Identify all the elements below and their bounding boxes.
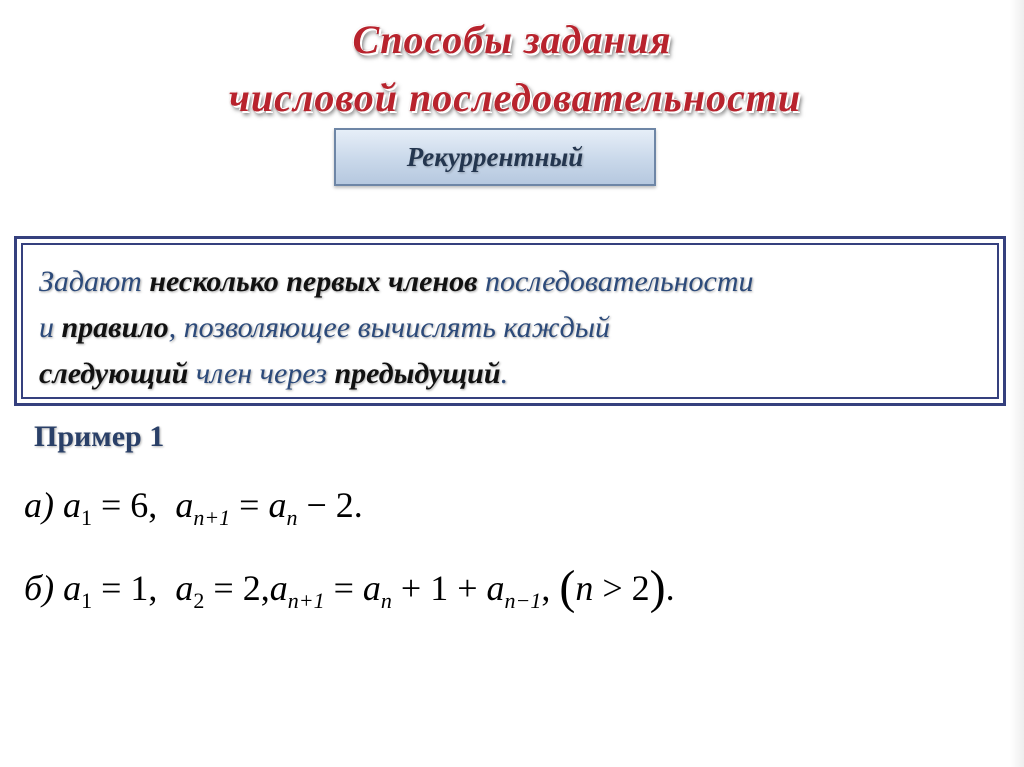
formula-b-sub: 2 bbox=[193, 588, 205, 613]
formula-b-value: = 1, bbox=[101, 568, 158, 608]
formula-a-value: = 6, bbox=[101, 485, 158, 525]
formula-b-operator: = bbox=[333, 568, 354, 608]
def-l1-part2-bold: несколько первых членов bbox=[149, 265, 478, 298]
formula-b-sub: n bbox=[380, 588, 392, 613]
formula-b-sub: 1 bbox=[81, 588, 93, 613]
formula-a-value: − 2. bbox=[306, 485, 363, 525]
title-line-2: числовой последовательности bbox=[228, 75, 802, 120]
formula-b-var: a bbox=[269, 568, 288, 608]
formula-b-sub: n−1 bbox=[504, 588, 542, 613]
formula-a-sub: n bbox=[286, 505, 298, 530]
definition-text bbox=[39, 259, 983, 397]
formula-b-value: = 2, bbox=[213, 568, 270, 608]
example-label: Пример 1 bbox=[34, 420, 165, 453]
def-l2-part2-bold: правило bbox=[61, 311, 169, 344]
def-l3-part2: член через bbox=[188, 357, 335, 390]
def-l1-part1: Задают bbox=[39, 265, 150, 298]
formula-a-var: a bbox=[268, 485, 287, 525]
definition-line-3 bbox=[39, 357, 508, 390]
def-l3-part1-bold: следующий bbox=[39, 357, 189, 390]
formula-b bbox=[24, 560, 675, 615]
formula-a-sub: n+1 bbox=[193, 505, 231, 530]
formula-b-paren-close: ) bbox=[649, 561, 666, 614]
formula-b-var: a bbox=[362, 568, 381, 608]
definition-box bbox=[14, 236, 1006, 406]
formula-b-comma: , bbox=[541, 568, 551, 608]
formula-b-cond: > 2 bbox=[602, 568, 650, 608]
formula-a-var: a bbox=[63, 485, 81, 525]
formula-a-var: a bbox=[175, 485, 194, 525]
title-line-1: Способы задания bbox=[352, 17, 672, 62]
definition-line-2 bbox=[39, 311, 610, 344]
formula-a bbox=[24, 484, 363, 530]
formula-b-operator: + 1 + bbox=[400, 568, 478, 608]
formula-b-end: . bbox=[665, 568, 675, 608]
formula-a-operator: = bbox=[239, 485, 260, 525]
formula-b-var: a bbox=[486, 568, 505, 608]
def-l2-part3: , позволяющее вычислять каждый bbox=[168, 311, 611, 344]
def-l1-part3: последовательности bbox=[477, 265, 754, 298]
method-badge-label: Рекуррентный bbox=[406, 141, 584, 172]
definition-inner-frame bbox=[21, 243, 999, 399]
definition-line-1 bbox=[39, 265, 754, 298]
formula-b-sub: n+1 bbox=[287, 588, 325, 613]
formula-b-cond-var: n bbox=[575, 568, 594, 608]
formula-b-prefix: б) bbox=[24, 568, 55, 608]
formula-b-var: a bbox=[63, 568, 82, 608]
formula-a-sub: 1 bbox=[81, 505, 92, 530]
method-badge bbox=[334, 128, 656, 186]
def-l3-part4: . bbox=[500, 357, 509, 390]
def-l2-part1: и bbox=[39, 311, 62, 344]
formula-a-prefix: а) bbox=[24, 485, 54, 525]
formula-b-var: a bbox=[175, 568, 194, 608]
def-l3-part3-bold: предыдущий bbox=[334, 357, 501, 390]
formula-b-paren-open: ( bbox=[559, 561, 576, 614]
